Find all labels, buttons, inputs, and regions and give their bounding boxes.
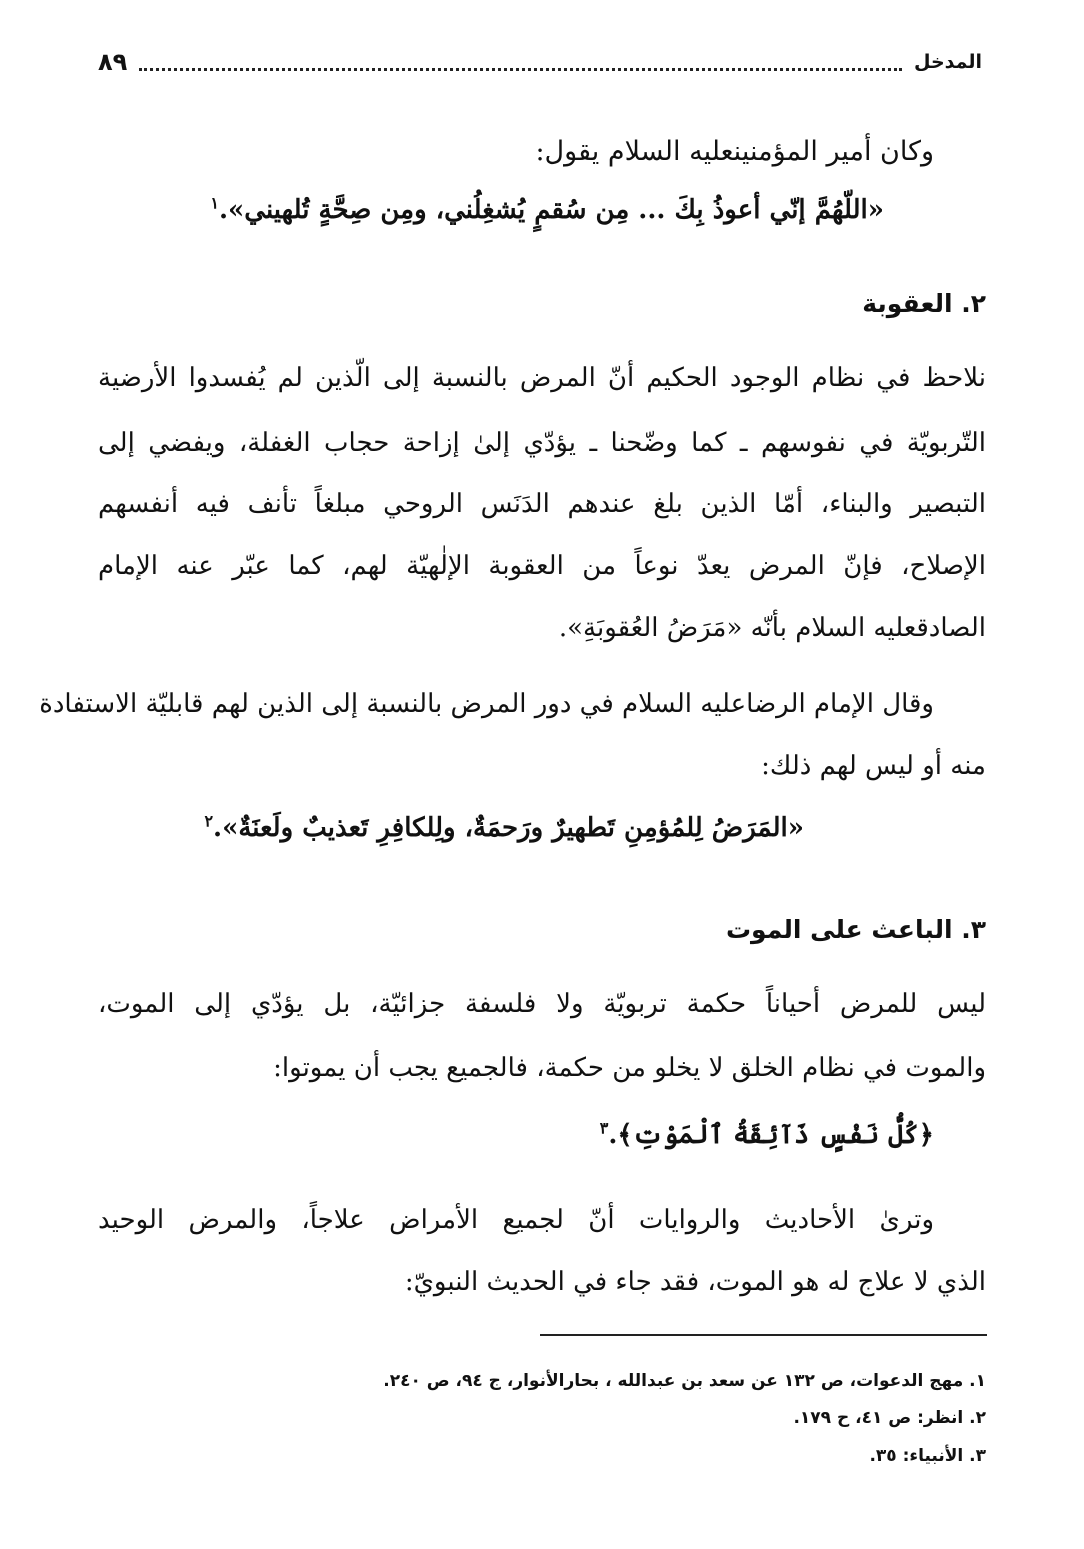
- section-title: المدخل: [913, 51, 982, 73]
- paragraph-line: نلاحظ في نظام الوجود الحكيم أنّ المرض بالنسبة إلى الّذين لم يُفسدوا الأرضية: [98, 363, 986, 393]
- footnote-ref-3: ٣: [599, 1118, 609, 1138]
- footnote-ref-1: ١: [210, 193, 219, 213]
- footnote-3: ٣. الأنبياء: ٣٥.: [869, 1446, 986, 1466]
- leader-dots: [139, 54, 902, 71]
- intro-line: وكان أمير المؤمنينعليه السلام يقول:: [535, 136, 934, 167]
- footnote-1: ١. مهج الدعوات، ص ١٣٢ عن سعد بن عبدالله ، بحارالأنوار، ج ٩٤، ص ٢٤٠.: [383, 1371, 986, 1391]
- paragraph-line: التّربويّة في نفوسهم ـ كما وضّحنا ـ يؤدّي إلىٰ إزاحة حجاب الغفلة، ويفضي إلى: [98, 428, 986, 458]
- paragraph-line: الذي لا علاج له هو الموت، فقد جاء في الحديث النبويّ:: [404, 1267, 986, 1297]
- footnote-separator: [540, 1334, 987, 1336]
- footnote-ref-2: ٢: [204, 811, 214, 831]
- heading-cause-of-death: ٣. الباعث على الموت: [725, 915, 986, 944]
- paragraph-line: ليس للمرض أحياناً حكمة تربويّة ولا فلسفة جزائيّة، بل يؤدّي إلى الموت،: [98, 989, 986, 1019]
- paragraph-line: الصادقعليه السلام بأنّه «مَرَضُ العُقوبَةِ».: [558, 613, 986, 643]
- footnote-2: ٢. انظر: ص ٤١، ح ١٧٩.: [793, 1408, 986, 1428]
- paragraph-line: وقال الإمام الرضاعليه السلام في دور المرض بالنسبة إلى الذين لهم قابليّة الاستفادة: [39, 689, 934, 719]
- page-number: ٨٩: [98, 48, 128, 76]
- supplication-quote: «اللّهُمَّ إنّي أعوذُ بِكَ ... مِن سُقمٍ يُشغِلُني، ومِن صِحَّةٍ تُلهيني».$^١$: [210, 193, 884, 225]
- paragraph-line: والموت في نظام الخلق لا يخلو من حكمة، فالجميع يجب أن يموتوا:: [273, 1053, 986, 1083]
- paragraph-line: التبصير والبناء، أمّا الذين بلغ عندهم الدَنَس الروحي مبلغاً تأنف فيه أنفسهم: [98, 489, 986, 519]
- quran-verse: ﴿كُلُّ نَفْسٍ ذَآئِقَةُ ٱلْمَوْتِ﴾.$^٣$: [599, 1118, 934, 1150]
- running-header: [98, 42, 982, 82]
- paragraph-line: منه أو ليس لهم ذلك:: [761, 751, 986, 781]
- paragraph-line: الإصلاح، فإنّ المرض يعدّ نوعاً من العقوبة الإلٰهيّة لهم، كما عبّر عنه الإمام: [98, 551, 986, 581]
- hadith-quote: «المَرَضُ لِلمُؤمِنِ تَطهيرٌ ورَحمَةٌ، ولِلكافِرِ تَعذيبٌ ولَعنَةٌ».$^٢$: [204, 811, 804, 843]
- paragraph-line: وترىٰ الأحاديث والروايات أنّ لجميع الأمراض علاجاً، والمرض الوحيد: [98, 1205, 934, 1235]
- heading-punishment: ٢. العقوبة: [862, 289, 986, 318]
